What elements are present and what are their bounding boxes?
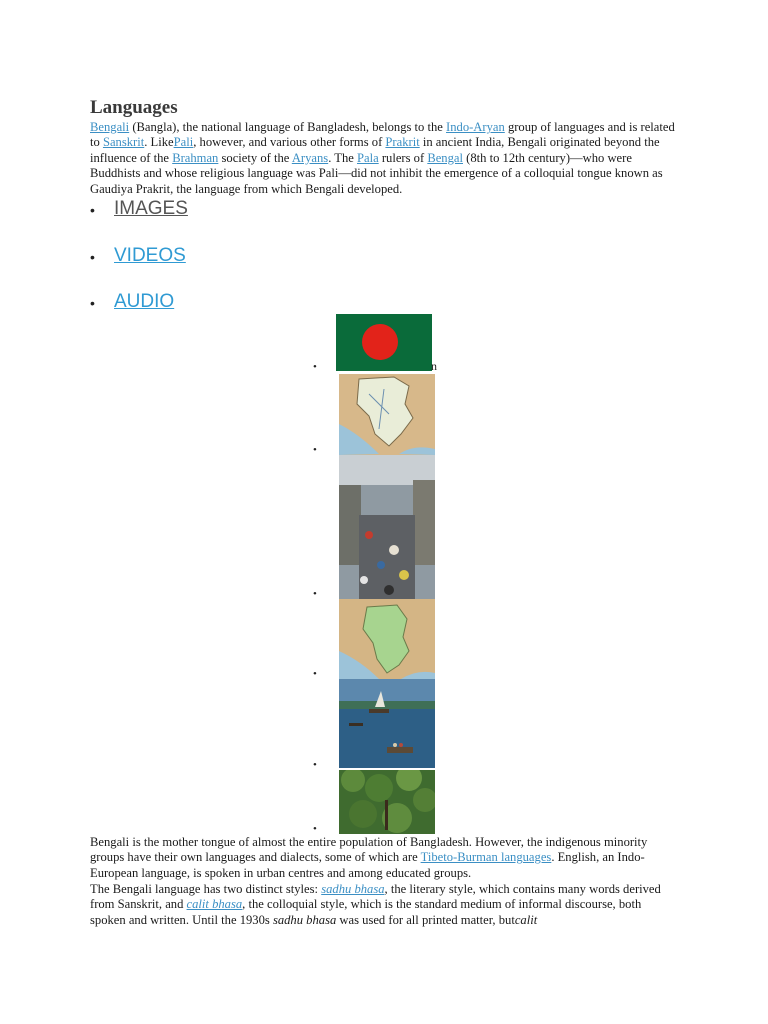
- map-icon: [339, 599, 435, 679]
- link-prakrit[interactable]: Prakrit: [385, 135, 420, 150]
- sadhu-bhasa-term: sadhu bhasa: [321, 882, 385, 896]
- para3-text-4: was used for all printed matter, but: [336, 912, 515, 927]
- intro-text-7: . The: [328, 150, 357, 165]
- bullet-icon: •: [313, 588, 317, 600]
- bullet-icon: •: [313, 444, 317, 456]
- intro-text-6: society of the: [218, 150, 292, 165]
- bullet-icon: •: [313, 668, 317, 680]
- intro-text-2: group of languages and is related to: [90, 120, 675, 150]
- photo-icon: [339, 455, 435, 599]
- river-boats-image[interactable]: [339, 679, 435, 768]
- photo-icon: [339, 679, 435, 768]
- link-pala[interactable]: Pala: [357, 150, 379, 165]
- intro-text-4: , however, and various other forms of: [193, 135, 386, 150]
- link-brahman[interactable]: Brahman: [172, 150, 219, 165]
- intro-text-5: in ancient India, Bengali originated beyond the influence of the: [90, 135, 660, 165]
- para2-text-2: . English, an Indo-European language, is spoken in urban centres and among educated groups.: [90, 850, 645, 880]
- link-calit-bhasa[interactable]: [187, 897, 243, 911]
- bangladesh-flag-image[interactable]: [336, 314, 432, 371]
- link-pali[interactable]: Pali: [173, 135, 194, 150]
- map-icon: [339, 374, 435, 455]
- bullet-icon: •: [313, 823, 317, 835]
- link-sanskrit[interactable]: Sanskrit: [102, 135, 145, 150]
- para3-text-2: , the literary style, which contains many words derived from Sanskrit, and: [90, 882, 661, 912]
- population-paragraph: [90, 835, 680, 881]
- calit-term-2: calit: [514, 912, 538, 927]
- flag-caption-fragment: n: [431, 359, 437, 373]
- link-bengal[interactable]: Bengal: [427, 150, 463, 165]
- bullet-icon: •: [90, 248, 95, 265]
- forest-image[interactable]: [339, 770, 435, 834]
- photo-icon: [339, 770, 435, 834]
- link-bengali[interactable]: Bengali: [90, 120, 130, 134]
- link-tibeto-burman[interactable]: Tibeto-Burman languages: [420, 850, 552, 865]
- tab-audio[interactable]: AUDIO: [114, 291, 175, 312]
- sadhu-bhasa-term-2: sadhu bhasa: [272, 912, 337, 927]
- intro-text-3: . Like: [144, 135, 174, 150]
- tab-images[interactable]: IMAGES: [114, 198, 188, 219]
- bullet-icon: •: [313, 759, 317, 771]
- bullet-icon: •: [313, 361, 317, 373]
- intro-paragraph: [90, 120, 680, 197]
- link-aryans[interactable]: Aryans: [291, 150, 329, 165]
- bullet-icon: •: [90, 202, 95, 218]
- intro-text-8: rulers of: [378, 150, 428, 165]
- tab-videos[interactable]: VIDEOS: [114, 244, 186, 266]
- section-heading: Languages: [90, 97, 178, 118]
- calit-bhasa-term: calit bhasa: [186, 897, 243, 912]
- street-photo-image[interactable]: [339, 455, 435, 599]
- bangladesh-map-image-2[interactable]: [339, 599, 435, 679]
- styles-paragraph: [90, 882, 680, 928]
- intro-text-9: (8th to 12th century)—who were Buddhists and whose religious language was Pali—did not inhibit the emergence of a colloquial tongue known as Gaudiya Prakrit, the language from which Bengali developed.: [90, 150, 663, 196]
- intro-text-1: (Bangla), the national language of Bangladesh, belongs to the: [129, 120, 447, 134]
- para3-text-3: , the colloquial style, which is the standard medium of informal discourse, both spoken and written. Until the 1930s: [90, 897, 642, 927]
- bullet-icon: •: [90, 295, 95, 311]
- link-sadhu-bhasa[interactable]: [321, 882, 384, 896]
- bangladesh-map-image[interactable]: [339, 374, 435, 455]
- para3-text-1: The Bengali language has two distinct styles:: [90, 882, 322, 896]
- link-indo-aryan[interactable]: Indo-Aryan: [446, 120, 505, 134]
- flag-red-disc: [362, 324, 398, 360]
- para2-text-1: Bengali is the mother tongue of almost the entire population of Bangladesh. However, the indigenous minority groups have their own languages and dialects, some of which are: [90, 835, 648, 865]
